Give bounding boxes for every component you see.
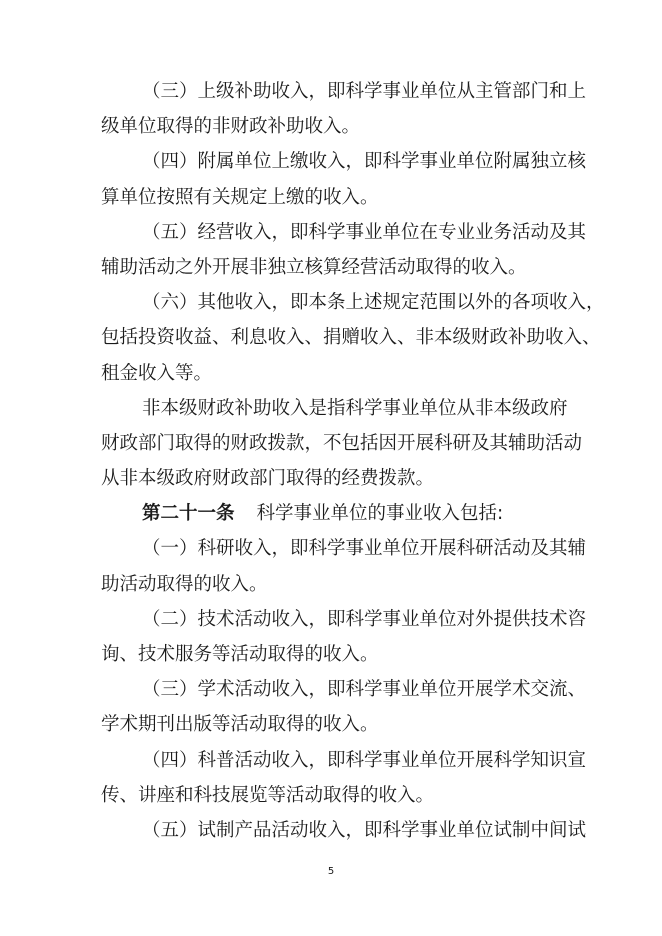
text-line: [101, 602, 587, 637]
article-paragraph: [101, 496, 561, 531]
text-line: [101, 356, 561, 391]
paragraph: [101, 743, 587, 813]
line-text: 从非本级政府财政部门取得的经费拨款。: [101, 468, 435, 490]
line-text: 算单位按照有关规定上缴的收入。: [101, 186, 379, 208]
line-text: 非本级财政补助收入是指科学事业单位从非本级政府: [142, 397, 568, 419]
text-line: [101, 707, 561, 742]
line-text: 学术期刊出版等活动取得的收入。: [101, 714, 379, 736]
line-text: （五）经营收入，即科学事业单位在专业业务活动及其: [142, 221, 587, 243]
text-line: [101, 743, 587, 778]
line-text: 级单位取得的非财政补助收入。: [101, 116, 361, 138]
paragraph: [101, 74, 587, 144]
paragraph: [101, 285, 605, 391]
line-text: （四）附属单位上缴收入，即科学事业单位附属独立核: [142, 151, 587, 173]
text-line: [101, 778, 561, 813]
line-text: 助活动取得的收入。: [101, 573, 268, 595]
line-text: （三）上级补助收入，即科学事业单位从主管部门和上: [142, 81, 587, 102]
line-text: 询、技术服务等活动取得的收入。: [101, 644, 379, 665]
line-text: 辅助活动之外开展非独立核算经营活动取得的收入。: [101, 256, 527, 278]
text-line: [101, 672, 587, 707]
line-text: （四）科普活动收入，即科学事业单位开展科学知识宣: [142, 749, 587, 771]
line-text: 科学事业单位的事业收入包括:: [256, 503, 504, 525]
text-line: [101, 285, 605, 320]
text-line: [101, 144, 587, 179]
text-line: [101, 461, 561, 496]
text-line: [101, 531, 587, 566]
paragraph: [101, 813, 587, 848]
line-text: 包括投资收益、利息收入、捐赠收入、非本级财政补助收入、: [101, 327, 601, 349]
line-text: 财政部门取得的财政拨款，不包括因开展科研及其辅助活动: [101, 432, 583, 454]
line-text: 传、讲座和科技展览等活动取得的收入。: [101, 784, 435, 806]
text-line: [101, 215, 587, 250]
text-line: [101, 250, 561, 285]
page-number: 5: [327, 866, 335, 877]
line-text: 租金收入等。: [101, 362, 213, 384]
paragraph: [101, 672, 587, 742]
line-text: （二）技术活动收入，即科学事业单位对外提供技术咨: [142, 608, 587, 630]
line-text: （一）科研收入，即科学事业单位开展科研活动及其辅: [142, 538, 587, 560]
text-line: [101, 320, 601, 355]
text-line: [101, 567, 561, 602]
text-line: [101, 813, 587, 848]
text-line: [101, 180, 561, 215]
paragraph: [101, 602, 587, 672]
document-body: [101, 74, 605, 848]
text-line: [101, 496, 561, 531]
text-line: [101, 426, 583, 461]
text-line: [101, 109, 561, 144]
article-number: 第二十一条: [142, 503, 235, 525]
text-line: [101, 637, 561, 672]
paragraph: [101, 144, 587, 214]
paragraph: [101, 391, 583, 497]
line-text: （六）其他收入，即本条上述规定范围以外的各项收入，: [142, 292, 605, 314]
text-line: [101, 74, 587, 109]
line-text: （三）学术活动收入，即科学事业单位开展学术交流、: [142, 679, 587, 701]
paragraph: [101, 531, 587, 601]
line-text: （五）试制产品活动收入，即科学事业单位试制中间试: [142, 819, 587, 841]
paragraph: [101, 215, 587, 285]
text-line: [101, 391, 568, 426]
